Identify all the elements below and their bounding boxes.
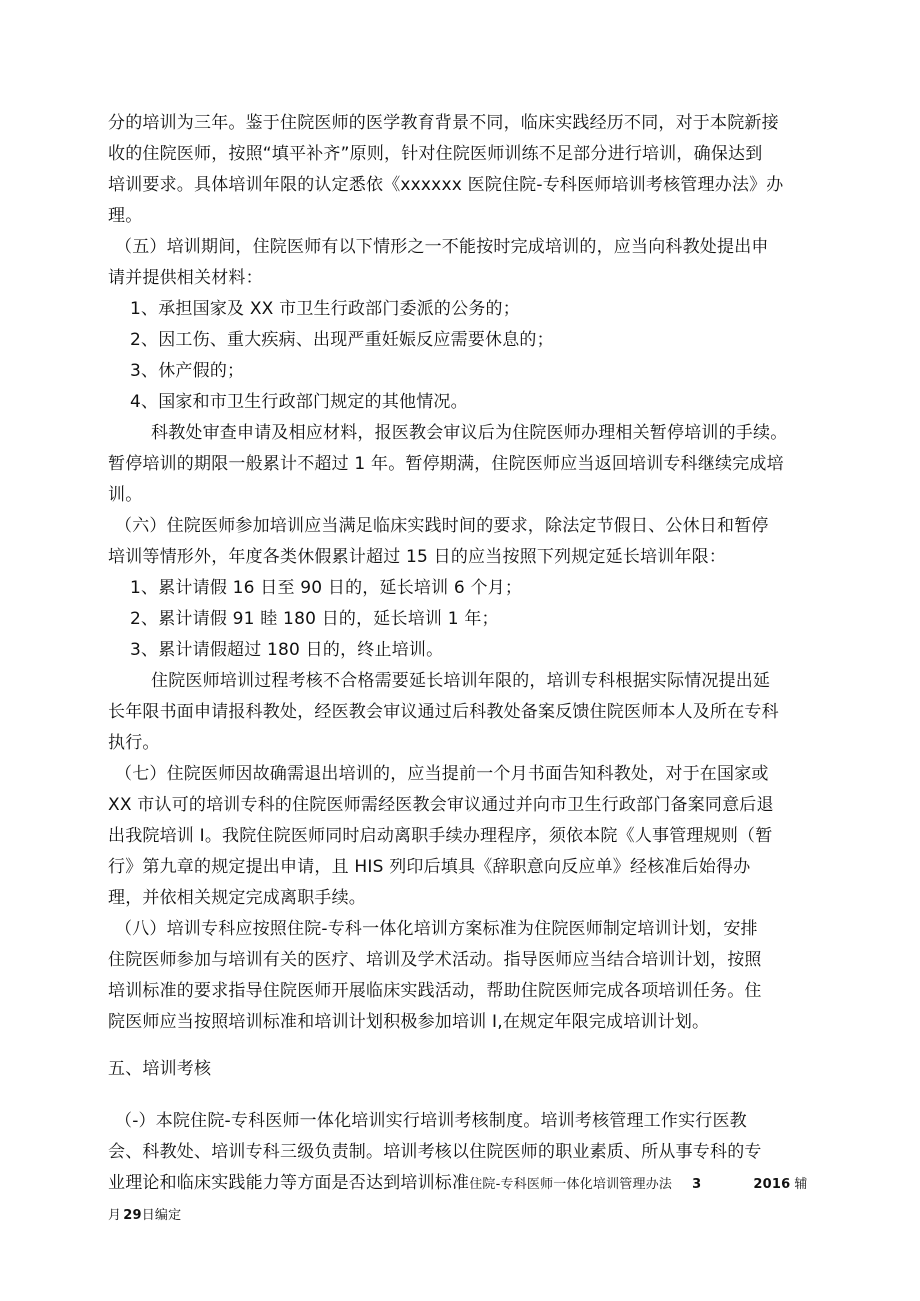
footer-year: 2016 [753, 1177, 791, 1192]
list-item: 2、累计请假 91 睦 180 日的，延长培训 1 年； [130, 609, 499, 629]
list-item: 3、休产假的； [130, 361, 245, 381]
paragraph-line: 收的住院医师，按照“填平补齐”原则，针对住院医师训练不足部分进行培训，确保达到 [108, 144, 763, 164]
list-item: 3、累计请假超过 180 日的，终止培训。 [130, 640, 444, 660]
paragraph-line: XX 市认可的培训专科的住院医师需经医教会审议通过并向市卫生行政部门备案同意后退 [108, 795, 774, 815]
list-item: 1、累计请假 16 日至 90 日的，延长培训 6 个月； [130, 578, 523, 598]
paragraph-line: 科教处审查申请及相应材料，报医教会审议后为住院医师办理相关暂停培训的手续。 [151, 423, 788, 443]
paragraph-line: 培训等情形外，年度各类休假累计超过 15 日的应当按照下列规定延长培训年限： [108, 547, 727, 567]
paragraph-line: （-）本院住院-专科医师一体化培训实行培训考核制度。培训考核管理工作实行医教 [115, 1111, 747, 1131]
paragraph-line: 院医师应当按照培训标准和培训计划积极参加培训 I,在规定年限完成培训计划。 [108, 1012, 710, 1032]
paragraph-line: （六）住院医师参加培训应当满足临床实践时间的要求，除法定节假日、公休日和暂停 [115, 516, 769, 536]
footer-suffix: 辅 [794, 1177, 808, 1192]
paragraph-line: （五）培训期间，住院医师有以下情形之一不能按时完成培训的，应当向科教处提出申 [115, 237, 769, 257]
paragraph-line: 会、科教处、培训专科三级负责制。培训考核以住院医师的职业素质、所从事专科的专 [108, 1142, 762, 1162]
paragraph-line: 住院医师参加与培训有关的医疗、培训及学术活动。指导医师应当结合培训计划，按照 [108, 950, 762, 970]
paragraph-line: 行》第九章的规定提出申请，且 HIS 列印后填具《辞职意向反应单》经核准后始得办 [108, 857, 751, 877]
paragraph-line: 执行。 [108, 733, 160, 753]
paragraph-line: （八）培训专科应按照住院-专科一体化培训方案标准为住院医师制定培训计划，安排 [115, 919, 758, 939]
list-item: 1、承担国家及 XX 市卫生行政部门委派的公务的； [130, 299, 520, 319]
footer-date-suffix: 日编定 [141, 1208, 182, 1223]
list-item: 4、国家和市卫生行政部门规定的其他情况。 [130, 392, 468, 412]
paragraph-line: 住院医师培训过程考核不合格需要延长培训年限的，培训专科根据实际情况提出延 [151, 671, 771, 691]
section-heading: 五、培训考核 [108, 1059, 212, 1079]
paragraph-line: 出我院培训 I。我院住院医师同时启动离职手续办理程序，须依本院《人事管理规则（暂 [108, 826, 773, 846]
paragraph-line: 暂停培训的期限一般累计不超过 1 年。暂停期满，住院医师应当返回培训专科继续完成培 [108, 454, 784, 474]
paragraph-line: 训。 [108, 485, 143, 505]
paragraph-line: 培训标准的要求指导住院医师开展临床实践活动，帮助住院医师完成各项培训任务。住 [108, 981, 762, 1001]
paragraph-line: 理。 [108, 206, 143, 226]
footer-title: 住院-专科医师一体化培训管理办法 [469, 1177, 673, 1192]
list-item: 2、因工伤、重大疾病、出现严重妊娠反应需要休息的； [130, 330, 554, 350]
paragraph-line: 培训要求。具体培训年限的认定悉依《xxxxxx 医院住院-专科医师培训考核管理办法》办 [108, 175, 784, 195]
paragraph-line: 请并提供相关材料： [108, 268, 263, 288]
paragraph-line: 理，并依相关规定完成离职手续。 [108, 888, 366, 908]
paragraph-line: 长年限书面申请报科教处，经医教会审议通过后科教处备案反馈住院医师本人及所在专科 [108, 702, 779, 722]
footer-date [108, 1203, 181, 1227]
paragraph-tail: 业理论和临床实践能力等方面是否达到培训标准 [108, 1173, 470, 1193]
footer-month: 月 [108, 1208, 122, 1223]
footer-day: 29 [123, 1208, 142, 1223]
paragraph-line: 分的培训为三年。鉴于住院医师的医学教育背景不同，临床实践经历不同，对于本院新接 [108, 113, 779, 133]
footer-line [108, 1172, 808, 1196]
page-number: 3 [692, 1177, 702, 1192]
paragraph-line: （七）住院医师因故确需退出培训的，应当提前一个月书面告知科教处，对于在国家或 [115, 764, 769, 784]
